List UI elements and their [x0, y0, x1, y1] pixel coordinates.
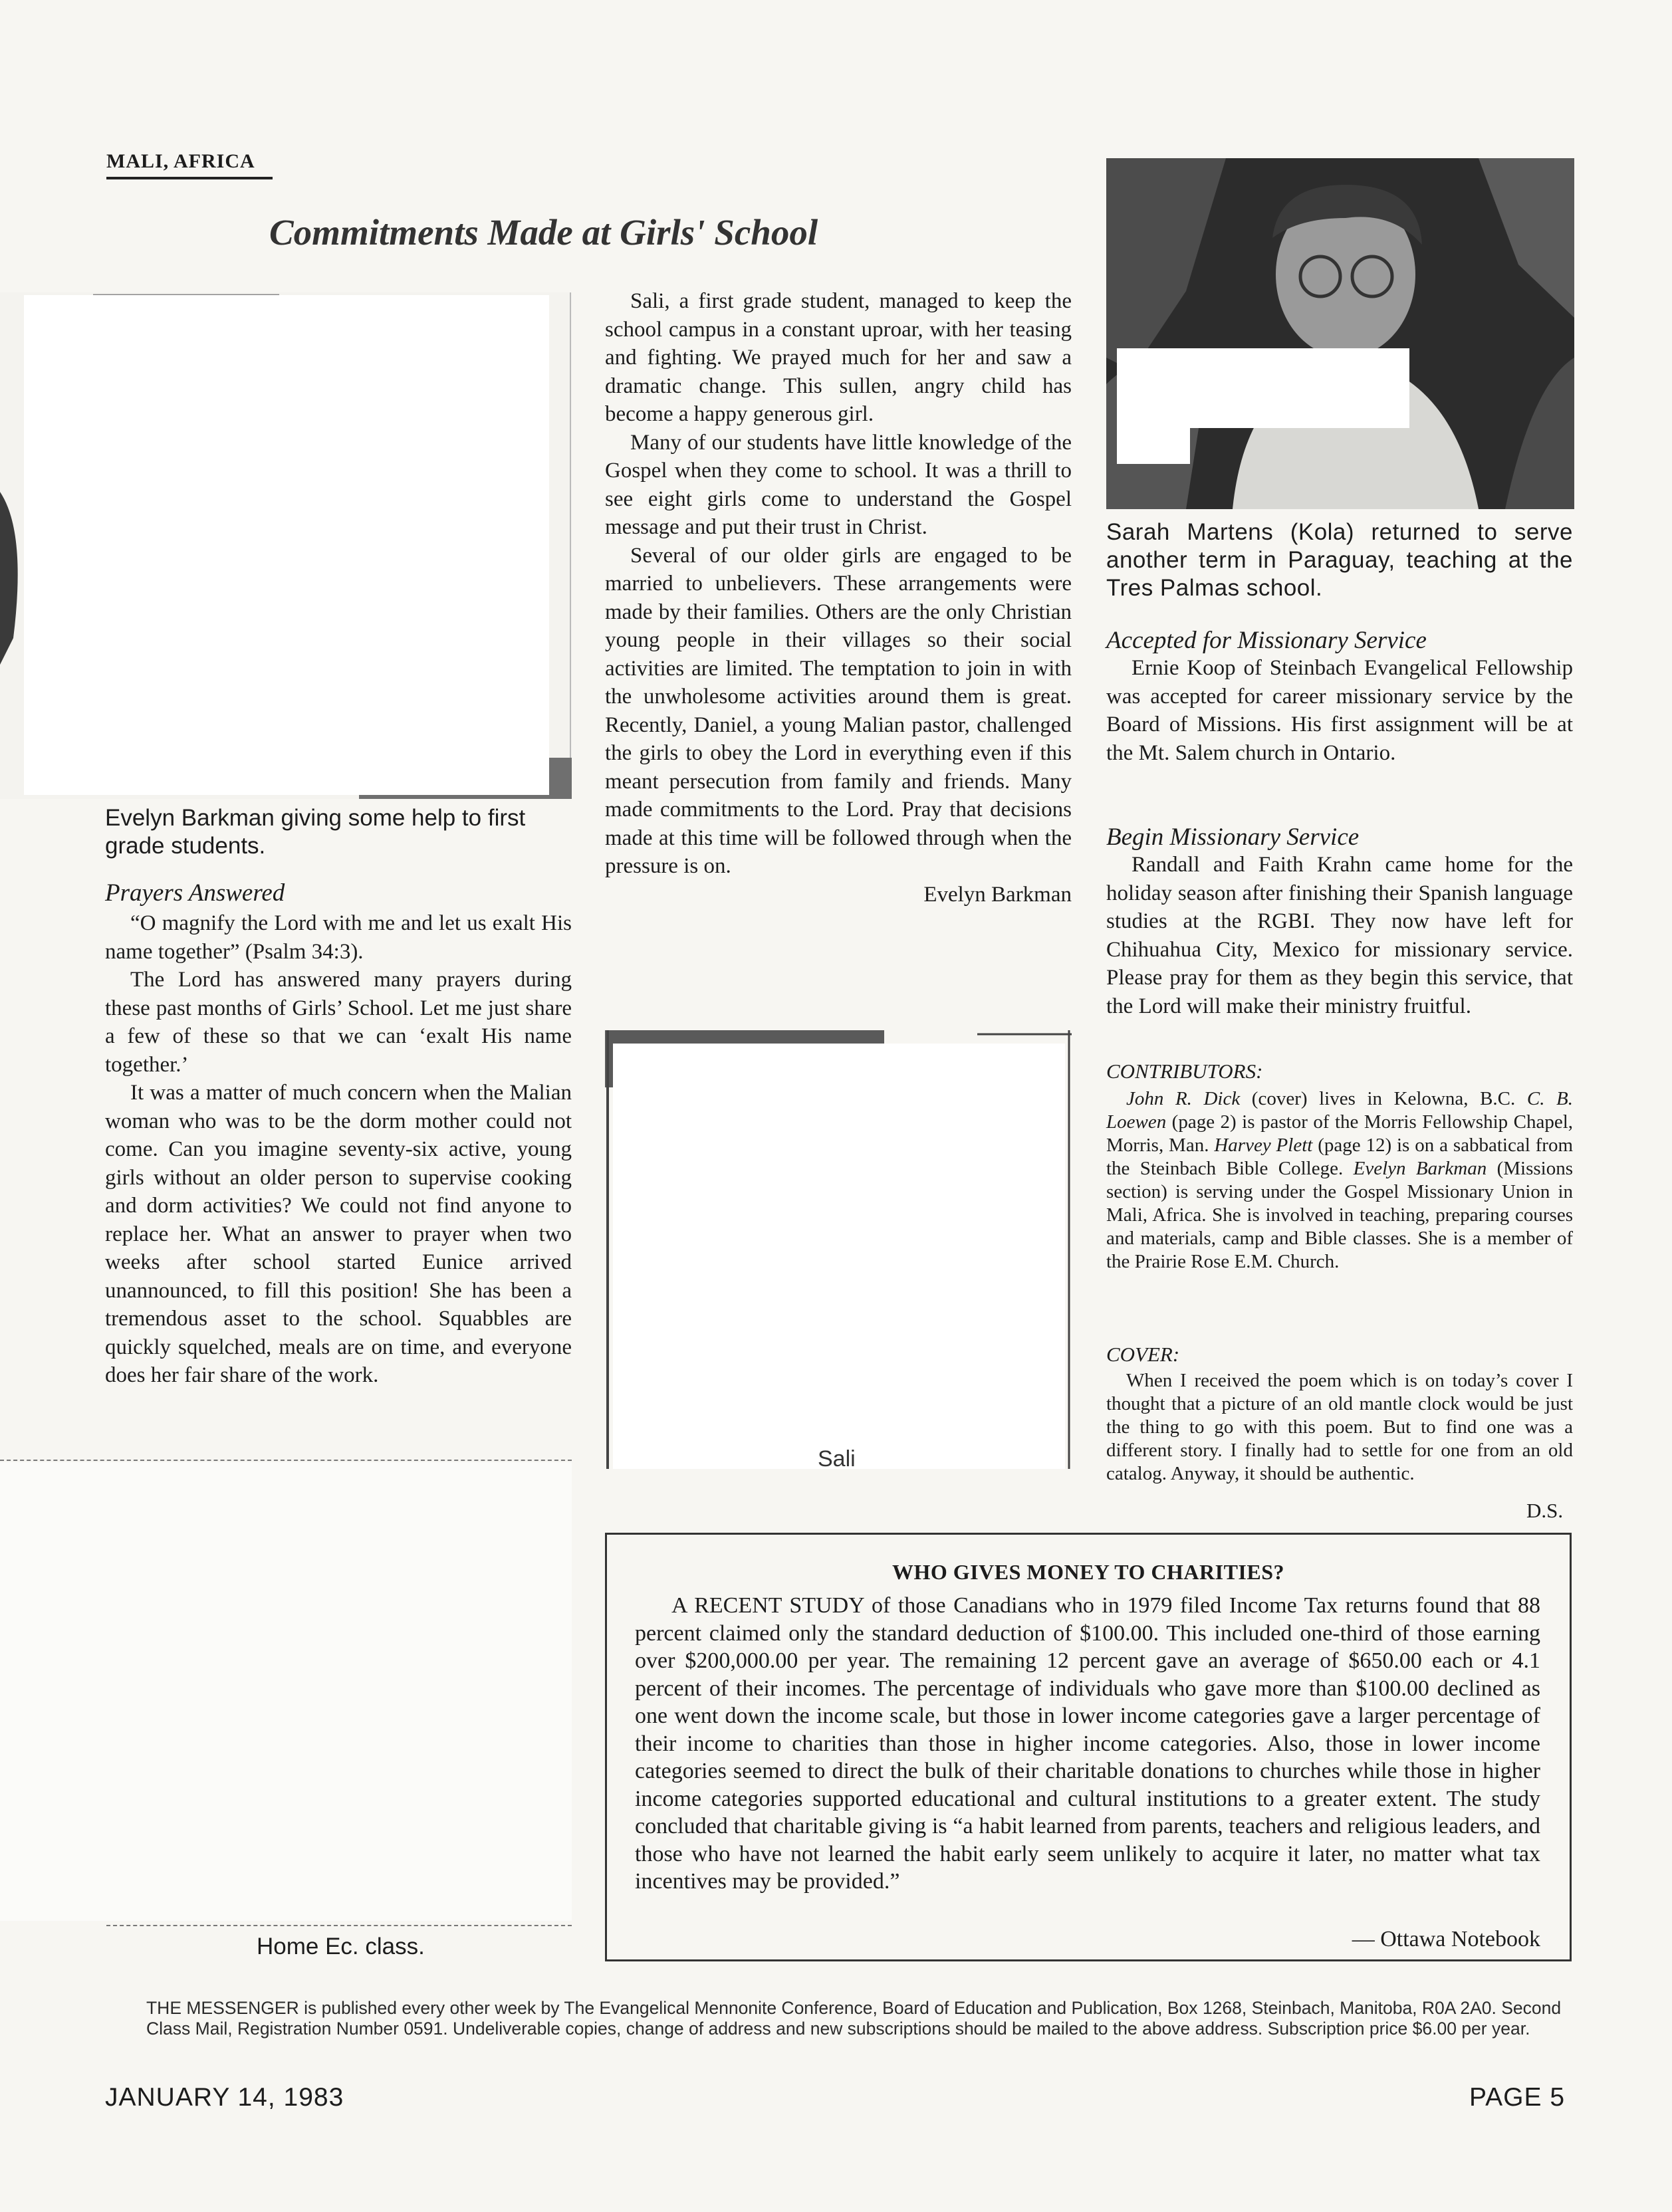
contributor-name: John R. Dick — [1126, 1088, 1241, 1109]
photo-redaction — [0, 1462, 572, 1921]
charity-text: of those Canadians who in 1979 filed Income Tax returns found that 88 percent claimed only the standard deduction of $100.00. This included one-third of those earning over $200,000.00 per year. The remaining 12 percent gave an average of $650.00 each or 4.1 percent of their incomes. The percentage of individuals who gave more than $100.00 declined as one went down the income scale, but those in lower income categories gave a larger percentage of their income to charities than those in higher income categories. Also, those in lower income categories seemed to direct the bulk of their charitable donations to churches while those in higher income categories supported educational and cultural institutions to a greater extent. The study concluded that charitable giving is “a habit learned from parents, teachers and religious leaders, and those who have not learned the habit early seem unlikely to acquire it later, no matter what tax incentives may be provided.” — [635, 1593, 1540, 1894]
rule-home-ec — [106, 1925, 572, 1926]
caption-home-ec: Home Ec. class. — [257, 1934, 425, 1959]
photo-evelyn-barkman — [0, 292, 572, 799]
charity-paragraph — [635, 1592, 1540, 1896]
caption-sali: Sali — [818, 1446, 856, 1472]
page-number: PAGE 5 — [1469, 2083, 1566, 2112]
subhead-contributors: CONTRIBUTORS: — [1106, 1059, 1263, 1083]
photo-sarah-martens — [1106, 158, 1574, 509]
subhead-accepted-missionary: Accepted for Missionary Service — [1106, 627, 1427, 654]
signature-evelyn-barkman: Evelyn Barkman — [923, 882, 1072, 907]
caption-evelyn-barkman: Evelyn Barkman giving some help to first grade students. — [105, 805, 526, 859]
begin-paragraph: Randall and Faith Krahn came home for the holiday season after finishing their Spanish language studies at the RGBI. They now have left for Chihuahua City, Mexico for missionary service. Please pray for them as they begin this service, that the Lord will make their ministry fruitful. — [1106, 853, 1573, 1018]
charity-source: — Ottawa Notebook — [1352, 1927, 1540, 1951]
charity-heading: WHO GIVES MONEY TO CHARITIES? — [892, 1560, 1285, 1584]
prayers-paragraph-1: “O magnify the Lord with me and let us exalt His name together” (Psalm 34:3). — [105, 911, 572, 964]
middle-paragraph-1: Sali, a first grade student, managed to keep the school campus in a constant uproar, with her teasing and fighting. We prayed much for her and saw a dramatic change. This sullen, angry child has become a happy generous girl. — [605, 289, 1072, 426]
contributor-name: Harvey Plett — [1214, 1135, 1313, 1156]
middle-column — [605, 287, 1072, 909]
contributor-text: (cover) lives in Kelowna, B.C. — [1240, 1088, 1527, 1109]
middle-paragraph-2: Many of our students have little knowledge of the Gospel when they come to school. It was a thrill to see eight girls come to understand the Gospel message and put their trust in Christ. — [605, 430, 1072, 539]
cover-initials: D.S. — [1526, 1499, 1564, 1522]
prayers-paragraph-3: It was a matter of much concern when the Malian woman who was to be the dorm mother could not come. Can you imagine seventy-six active, young girls without an older person to supervise cooking and dorm activities? We could not find anyone to replace her. What an answer to prayer when two weeks after school started Eunice arrived unannounced, to fill this position! She has been a tremendous asset to the school. Squabbles are quickly squelched, meals are on time, and everyone does her fair share of the work. — [105, 1081, 572, 1387]
accepted-paragraph: Ernie Koop of Steinbach Evangelical Fellowship was accepted for career missionary service by the Board of Missions. His first assignment will be at the Mt. Salem church in Ontario. — [1106, 656, 1573, 765]
contributor-text: (Missions section) is serving under the Gospel Missionary Union in Mali, Africa. She is involved in teaching, preparing courses and materials, camp and Bible classes. She is a member of the Prairie Rose E.M. Church. — [1106, 1158, 1573, 1272]
masthead-notice: THE MESSENGER is published every other week by The Evangelical Mennonite Conference, Board of Education and Publication, Box 1268, Steinbach, Manitoba, R0A 2A0. Second Class Mail, Registration Number 0591. Undeliverable copies, change of address and new subscriptions should be mailed to the above address. Subscription price $6.00 per year. — [146, 1998, 1562, 2039]
cover-paragraph: When I received the poem which is on today’s cover I thought that a picture of an old mantle clock would be just the thing to go with this poem. But to find one was a different story. I finally had to settle for one from an old catalog. Anyway, it should be authentic. — [1106, 1370, 1573, 1484]
prayers-column — [105, 909, 572, 1390]
contributor-name: C. B. Loewen — [1106, 1088, 1573, 1133]
photo-home-ec — [0, 1462, 572, 1928]
subhead-begin-missionary: Begin Missionary Service — [1106, 824, 1360, 851]
contributor-name: Evelyn Barkman — [1353, 1158, 1487, 1179]
issue-date: JANUARY 14, 1983 — [105, 2083, 344, 2112]
charity-box — [605, 1533, 1572, 1961]
middle-paragraph-3: Several of our older girls are engaged to be married to unbelievers. These arrangements were made by their families. Others are the only Christian young people in their villages so their social activities are limited. The temptation to join in with the unwholesome activities around them is great. Recently, Daniel, a young Malian pastor, challenged the girls to obey the Lord in everything even if this meant persecution from family and friends. Many made commitments to the Lord. Pray that decisions made at this time will be followed through when the pressure is on. — [605, 543, 1072, 878]
photo-sali — [605, 1030, 1072, 1472]
subhead-prayers-answered: Prayers Answered — [105, 879, 285, 907]
section-label: MALI, AFRICA — [106, 150, 273, 179]
prayers-paragraph-2: The Lord has answered many prayers during these past months of Girls’ School. Let me just share a few of these so that we can ‘exalt His name together.’ — [105, 968, 572, 1077]
photo-redaction — [1117, 348, 1409, 428]
photo-redaction — [1117, 424, 1190, 464]
contributor-text: (page 2) is pastor of the Morris Fellowship Chapel, Morris, Man. — [1106, 1111, 1573, 1156]
photo-redaction — [24, 295, 549, 795]
caption-sarah-martens: Sarah Martens (Kola) returned to serve another term in Paraguay, teaching at the Tres Palmas school. — [1106, 519, 1573, 601]
charity-lead: A RECENT STUDY — [671, 1593, 864, 1618]
contributor-text: (page 12) is on a sabbatical from the Steinbach Bible College. — [1106, 1135, 1573, 1179]
article-title: Commitments Made at Girls' School — [269, 212, 818, 253]
subhead-cover: COVER: — [1106, 1343, 1180, 1366]
contributors-paragraph — [1106, 1087, 1573, 1273]
photo-redaction — [613, 1044, 1065, 1469]
rule-left-column — [0, 1460, 572, 1461]
